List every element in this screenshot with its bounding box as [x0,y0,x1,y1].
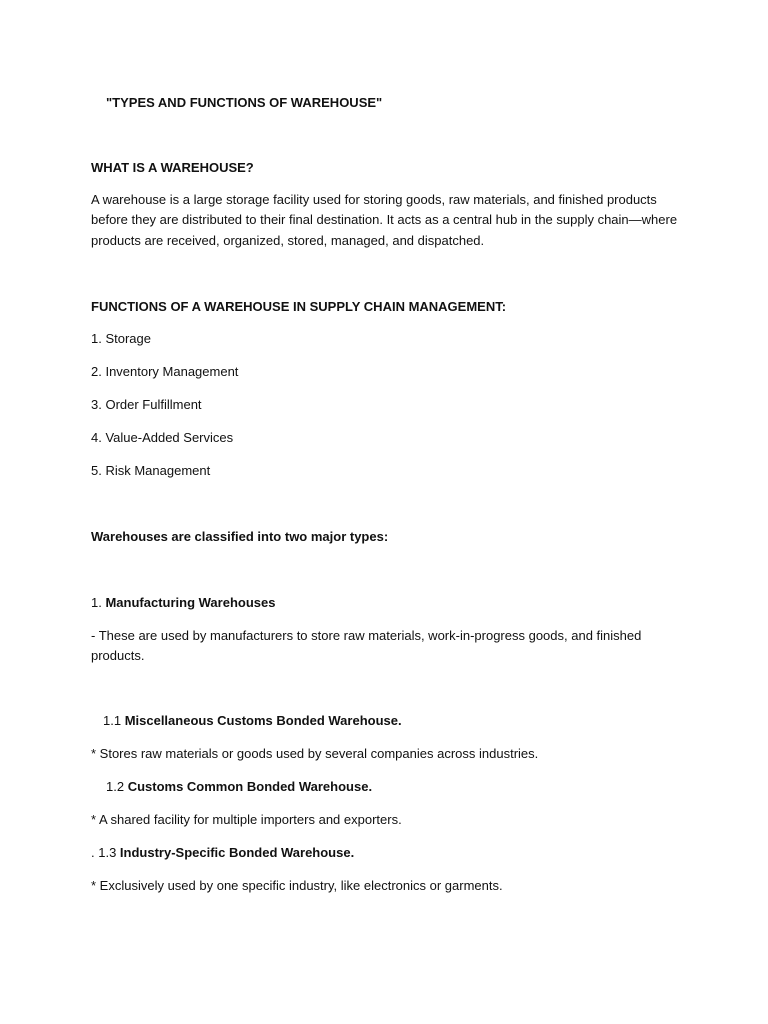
sub3-number: . 1.3 [91,845,120,860]
definition-line-1: A warehouse is a large storage facility used for storing goods, raw materials, and finished products [91,192,657,207]
sub2-desc: * A shared facility for multiple importers and exporters. [91,812,402,827]
function-item-risk: 5. Risk Management [91,463,211,478]
what-is-heading: WHAT IS A WAREHOUSE? [91,160,254,175]
sub2-name: Customs Common Bonded Warehouse. [127,779,373,794]
function-item-inventory: 2. Inventory Management [91,364,239,379]
sub2-heading [106,777,372,797]
functions-heading: FUNCTIONS OF A WAREHOUSE IN SUPPLY CHAIN MANAGEMENT: [91,299,507,314]
document-title: "TYPES AND FUNCTIONS OF WAREHOUSE" [106,95,383,110]
type1-name: Manufacturing Warehouses [105,595,276,610]
type1-desc-line-1: - These are used by manufacturers to store raw materials, work-in-progress goods, and finished [91,628,642,643]
types-heading: Warehouses are classified into two major types: [91,529,389,544]
sub3-heading [91,843,354,863]
function-item-storage: 1. Storage [91,331,151,346]
type1-heading [91,593,275,613]
definition-line-3: products are received, organized, stored, managed, and dispatched. [91,233,485,248]
function-item-order-fulfillment: 3. Order Fulfillment [91,397,202,412]
type1-number: 1. [91,595,106,610]
sub3-name: Industry-Specific Bonded Warehouse. [119,845,355,860]
function-item-value-added: 4. Value-Added Services [91,430,234,445]
sub2-number: 1.2 [106,779,128,794]
sub1-number: 1.1 [103,713,125,728]
sub1-name: Miscellaneous Customs Bonded Warehouse. [124,713,402,728]
sub1-desc: * Stores raw materials or goods used by several companies across industries. [91,746,539,761]
definition-line-2: before they are distributed to their final destination. It acts as a central hub in the supply chain—where [91,212,678,227]
type1-desc-line-2: products. [91,648,145,663]
sub1-heading [103,711,402,731]
sub3-desc: * Exclusively used by one specific industry, like electronics or garments. [91,878,503,893]
